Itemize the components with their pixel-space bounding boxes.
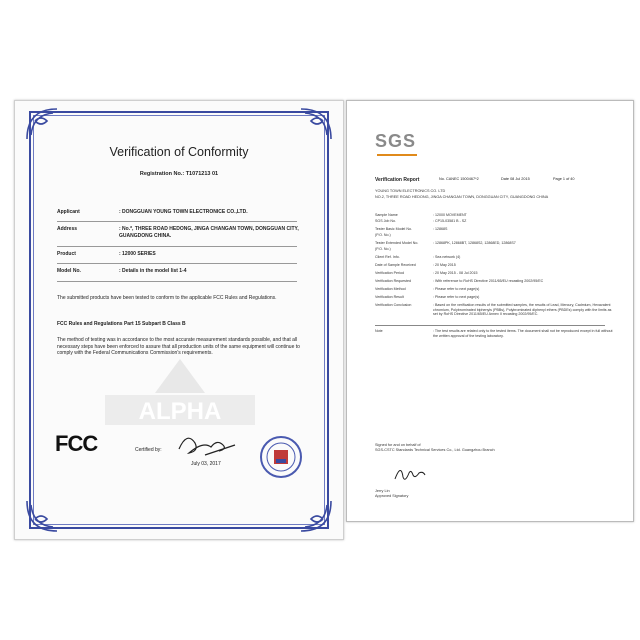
report-row	[375, 329, 615, 338]
row-value: : 20 May 2015 - 08 Jul 2015	[433, 271, 478, 275]
report-row	[375, 295, 615, 300]
registration-number: Registration No.: T1071213 01	[139, 171, 219, 177]
row-value: : Based on the verification results of the submitted samples, the results of Lead, Mercury, Cadmium, Hexavalent chromium, Polybrominated biphenyls (PBBs), Polybrominated diphenyl ethers (PBDEs) comply with the limits as set by RoHS Directive 2011/65/EU Annex II recasting 2002/95/EC.	[433, 303, 612, 317]
report-row	[375, 279, 615, 284]
report-row	[375, 233, 615, 237]
watermark-text: ALPHA	[138, 398, 222, 425]
corner-ornament-icon	[25, 499, 59, 533]
field-value: : DONGGUAN YOUNG TOWN ELECTRONICE CO.,LTD.	[119, 209, 248, 215]
report-heading: Verification Report	[375, 177, 420, 183]
fcc-verification-certificate	[14, 100, 344, 540]
signatory-title: Approved Signatory	[375, 494, 409, 498]
corner-ornament-icon	[25, 107, 59, 141]
row-label: (P.O. No.)	[375, 247, 391, 251]
row-label: Verification Method	[375, 287, 406, 291]
report-row	[375, 303, 615, 317]
row-value: : 20 May 2015	[433, 263, 456, 267]
corner-ornament-icon	[299, 107, 333, 141]
report-date: Date 08 Jul 2015	[501, 177, 530, 181]
report-row	[375, 287, 615, 292]
address-row	[57, 226, 307, 239]
row-label: Tester Extended Model No.	[375, 241, 419, 245]
report-header	[375, 177, 615, 183]
row-value: : Sea network (4)	[433, 255, 461, 259]
company-name: YOUNG TOWN ELECTRONICS CO. LTD	[375, 189, 446, 193]
row-label: (P.O. No.)	[375, 233, 391, 237]
report-row	[375, 247, 615, 251]
row-value: : Please refer to next page(s)	[433, 295, 480, 299]
sgs-logo-bar	[377, 154, 417, 156]
divider	[375, 325, 605, 326]
certification-date: July 03, 2017	[191, 461, 221, 467]
official-seal-icon	[259, 435, 303, 479]
report-row	[375, 219, 615, 224]
report-row	[375, 271, 615, 276]
report-row	[375, 227, 615, 232]
row-value: : Please refer to next page(s)	[433, 287, 480, 291]
divider	[57, 281, 297, 282]
conformity-statement: The submitted products have been tested to conform to the applicable FCC Rules and Regulations.	[57, 295, 277, 301]
field-value: : Details in the model list 1-4	[119, 268, 187, 274]
report-row	[375, 241, 615, 246]
report-number: No. CANEC 1500467*2	[439, 177, 479, 181]
fcc-rules: FCC Rules and Regulations Part 15 Subpart B Class B	[57, 321, 186, 327]
company-address: NO.2, THREE ROAD HEDONG, JINGA CHANGAN TOWN, DONGGUAN CITY, GUANGDONG CHINA	[375, 195, 549, 199]
field-label: Model No.	[57, 268, 81, 274]
report-row	[375, 213, 615, 218]
product-row	[57, 251, 307, 257]
row-value: : 12868PK, 12868BT, 12868S2, 12868ED, 12868S7	[433, 241, 516, 245]
row-label: Date of Sample Received	[375, 263, 416, 267]
signatory-signature	[391, 461, 431, 485]
divider	[57, 221, 297, 222]
row-value	[433, 233, 615, 237]
row-label: Tester Basic Model No.	[375, 227, 412, 231]
row-value: : 12868S	[433, 227, 448, 231]
row-label: Verification Requested	[375, 279, 411, 283]
signatory-name: Jerry Lin	[375, 489, 390, 493]
report-row	[375, 263, 615, 268]
handwritten-signature	[175, 427, 245, 461]
fcc-logo: FCC	[55, 431, 98, 456]
testing-method-statement: The method of testing was in accordance to the most accurate measurement standards possible, and that all necessary steps have been enforced to assure that all production units of the same equipment will continue to comply with the Federal Communications Commission's requirements.	[57, 337, 300, 356]
row-value: : The test results are related only to the tested items. The document shall not be reproduced except in full without the written approval of the testing laboratory.	[433, 329, 613, 338]
row-label: Verification Period	[375, 271, 404, 275]
signing-company: SGS-CSTC Standards Technical Services Co., Ltd. Guangzhou Branch	[375, 448, 495, 452]
model-row	[57, 268, 307, 274]
row-label: Verification Result	[375, 295, 404, 299]
row-label: SGS Job No.	[375, 219, 396, 223]
divider	[57, 263, 297, 264]
row-label: Sample Name	[375, 213, 398, 217]
row-value: : 12000 MOVEMENT	[433, 213, 467, 217]
row-value: : With reference to RoHS Directive 2011/65/EU recasting 2002/95/EC	[433, 279, 544, 283]
report-row	[375, 255, 615, 260]
field-value: : No.*, THREE ROAD HEDONG, JINGA CHANGAN TOWN, DONGGUAN CITY, GUANGDONG CHINA.	[119, 226, 299, 239]
page-number: Page 1 of 40	[553, 177, 575, 181]
signed-for-label: Signed for and on behalf of	[375, 443, 421, 447]
field-label: Product	[57, 251, 76, 257]
sgs-verification-report	[346, 100, 634, 522]
field-value: : 12000 SERIES	[119, 251, 156, 257]
divider	[57, 246, 297, 247]
field-label: Applicant	[57, 209, 80, 215]
row-value	[433, 247, 615, 251]
corner-ornament-icon	[299, 499, 333, 533]
certificate-title: Verification of Conformity	[109, 145, 249, 159]
applicant-row	[57, 209, 307, 215]
field-label: Address	[57, 226, 78, 232]
alpha-watermark-logo	[105, 359, 255, 425]
row-label: Note	[375, 329, 383, 333]
sgs-logo: SGS	[375, 131, 417, 151]
row-label: Client Ref. Info.	[375, 255, 400, 259]
row-value: : CP15-03581 B - SZ	[433, 219, 467, 223]
row-label: Verification Conclusion	[375, 303, 412, 307]
certified-by-label: Certified by:	[135, 447, 162, 453]
